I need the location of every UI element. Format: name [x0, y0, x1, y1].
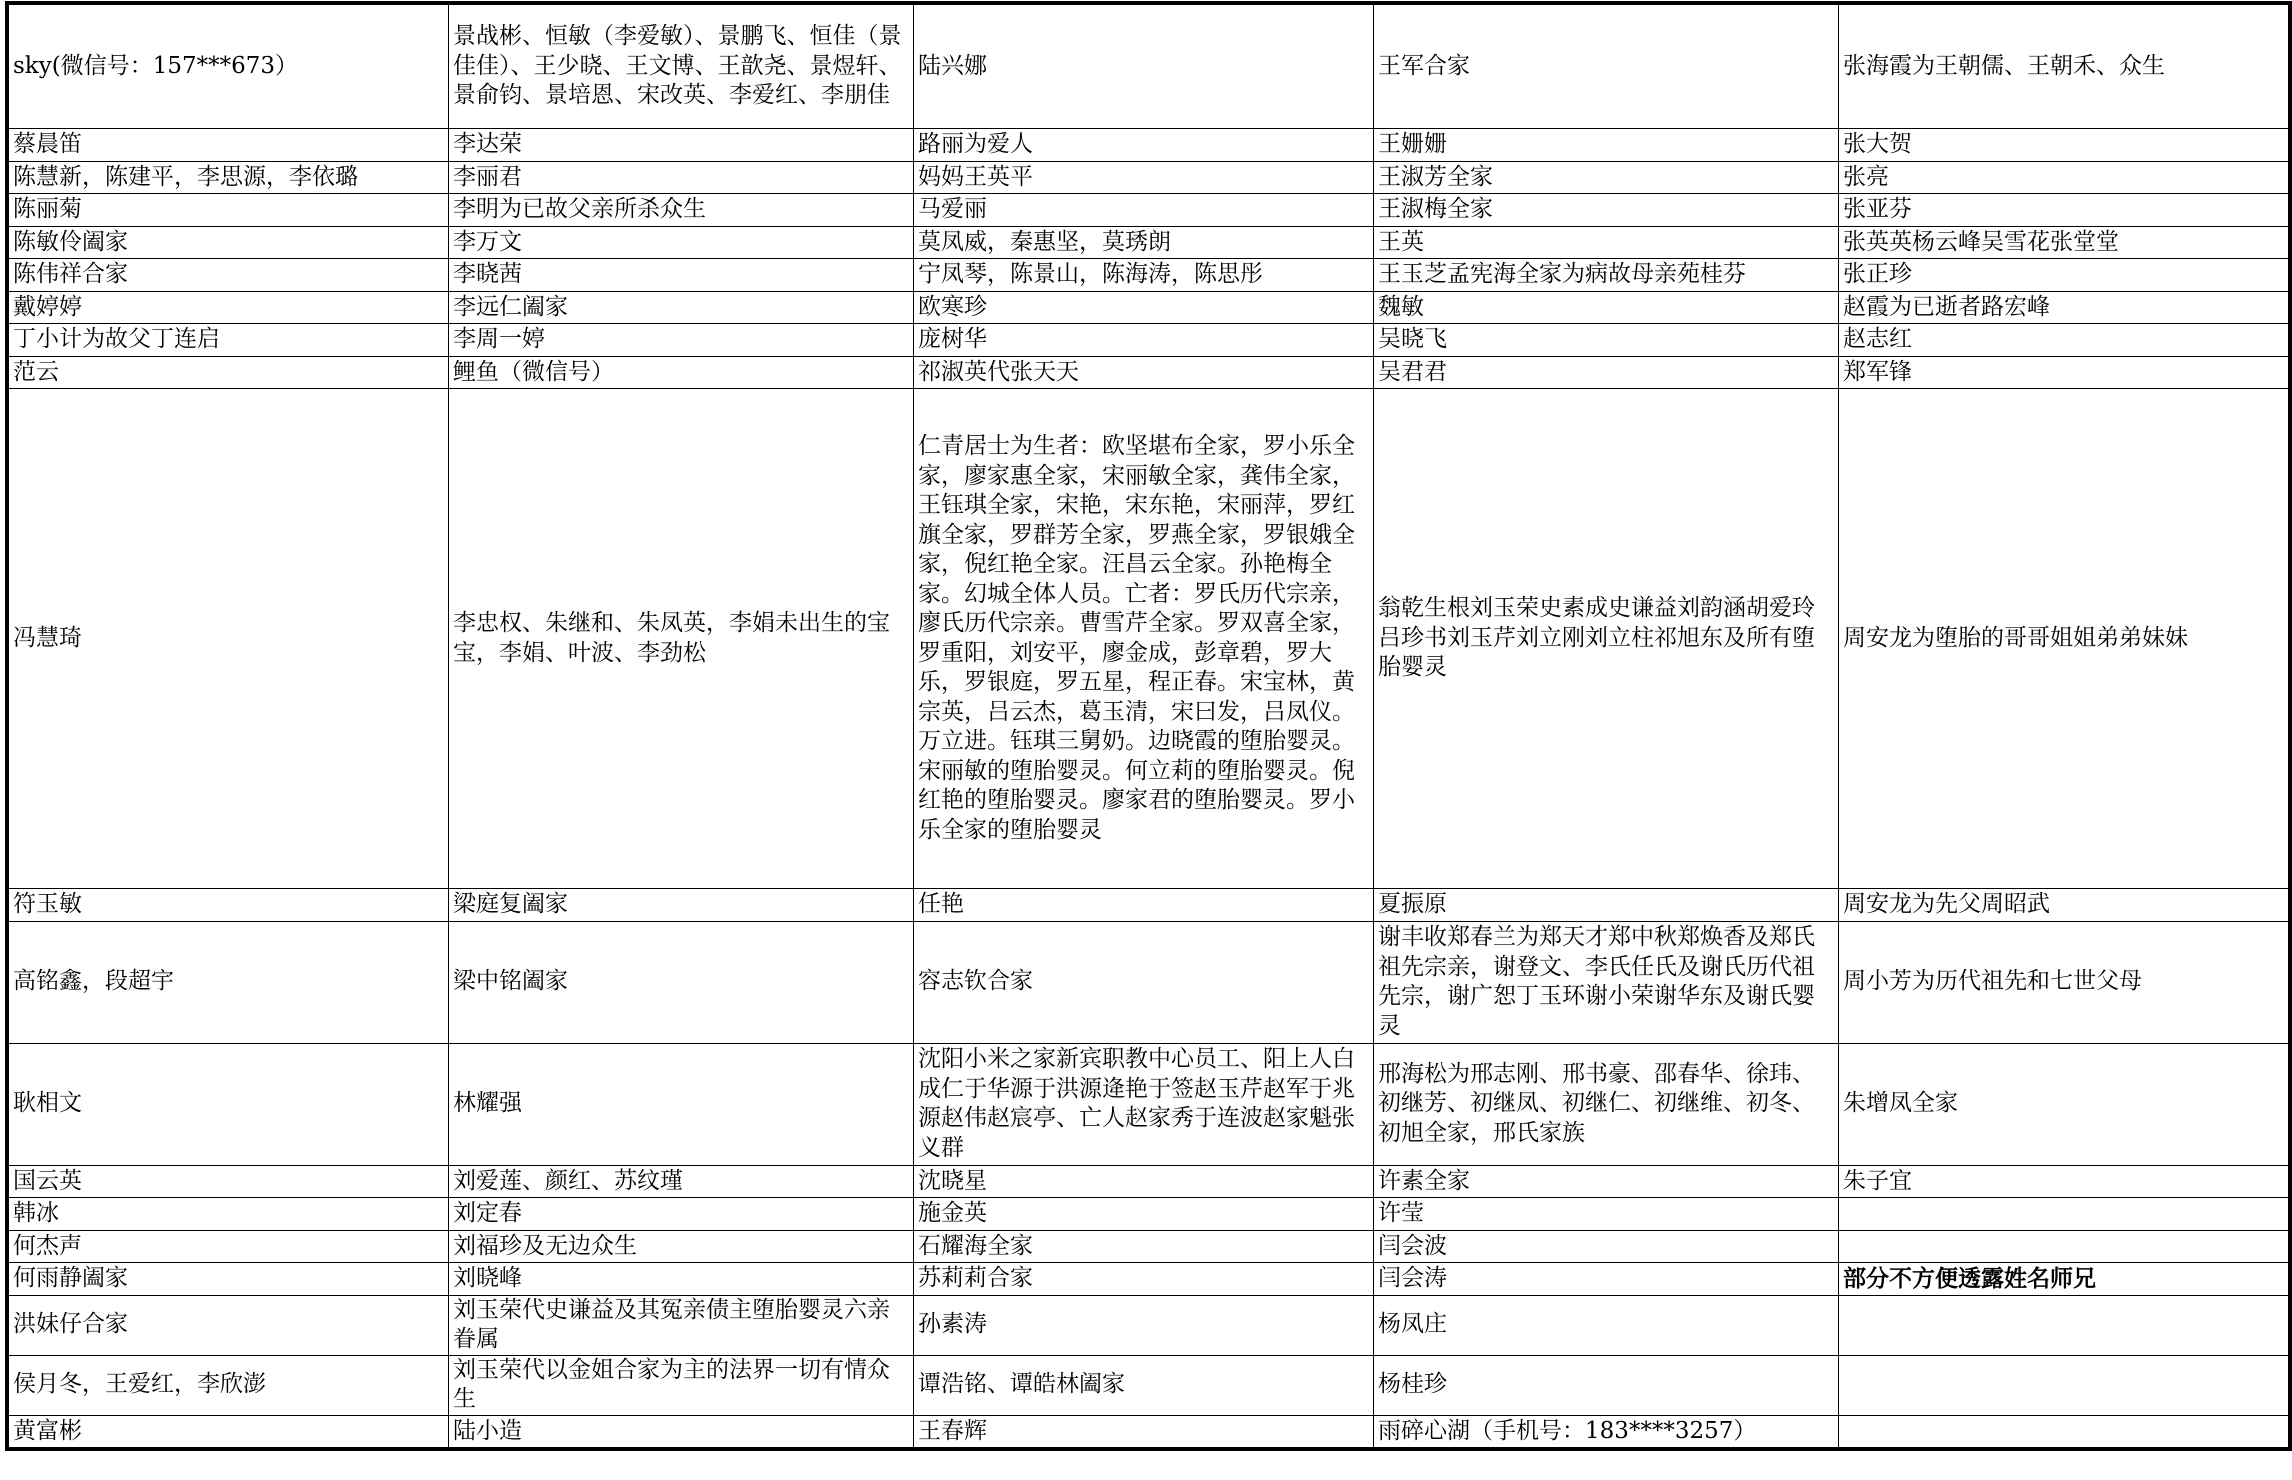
table-row [9, 1165, 2289, 1198]
table-row [9, 921, 2289, 1043]
table-cell: 王姗姗 [1374, 129, 1839, 162]
table-cell: 沈阳小米之家新宾职教中心员工、阳上人白成仁于华源于洪源逄艳于签赵玉芹赵军于兆源赵伟赵宸亭、亡人赵家秀于连波赵家魁张义群 [914, 1043, 1374, 1165]
table-cell: 宁凤琴，陈景山，陈海涛，陈思彤 [914, 259, 1374, 292]
table-cell: 李万文 [449, 226, 914, 259]
table-cell: 马爱丽 [914, 194, 1374, 227]
table-cell: 郑军锋 [1839, 356, 2289, 389]
table-cell: 刘福珍及无边众生 [449, 1230, 914, 1263]
table-row [9, 1198, 2289, 1231]
table-cell: 雨碎心湖（手机号：183****3257） [1374, 1415, 1839, 1448]
table-cell: 王春辉 [914, 1415, 1374, 1448]
table-cell [1839, 1295, 2289, 1355]
table-row [9, 1043, 2289, 1165]
table-row [9, 356, 2289, 389]
table-cell: 陆小造 [449, 1415, 914, 1448]
table-cell: 林耀强 [449, 1043, 914, 1165]
table-cell: 吴君君 [1374, 356, 1839, 389]
table-row [9, 1295, 2289, 1355]
table-cell: 刘玉荣代史谦益及其冤亲债主堕胎婴灵六亲眷属 [449, 1295, 914, 1355]
table-cell: 黄富彬 [9, 1415, 449, 1448]
table-row [9, 324, 2289, 357]
table-cell: 沈晓星 [914, 1165, 1374, 1198]
table-cell: 王英 [1374, 226, 1839, 259]
table-cell: 刘玉荣代以金姐合家为主的法界一切有情众生 [449, 1355, 914, 1415]
table-cell: 闫会涛 [1374, 1263, 1839, 1296]
table-cell: 杨桂珍 [1374, 1355, 1839, 1415]
table-cell: 李达荣 [449, 129, 914, 162]
table-cell: 洪妹仔合家 [9, 1295, 449, 1355]
table-cell: 莫凤威，秦惠坚，莫琇朗 [914, 226, 1374, 259]
table-cell: 范云 [9, 356, 449, 389]
table-cell: 李周一婷 [449, 324, 914, 357]
table-cell: 闫会波 [1374, 1230, 1839, 1263]
table-cell: 王淑梅全家 [1374, 194, 1839, 227]
table-cell: 何雨静阖家 [9, 1263, 449, 1296]
table-cell: 李忠权、朱继和、朱凤英，李娟未出生的宝宝，李娟、叶波、李劲松 [449, 389, 914, 889]
table-cell: 孙素涛 [914, 1295, 1374, 1355]
table-cell: 谭浩铭、谭皓林阖家 [914, 1355, 1374, 1415]
table-cell [1839, 1230, 2289, 1263]
table-cell: 朱增凤全家 [1839, 1043, 2289, 1165]
table-cell: 苏莉莉合家 [914, 1263, 1374, 1296]
table-cell: 赵霞为已逝者路宏峰 [1839, 291, 2289, 324]
table-cell: 韩冰 [9, 1198, 449, 1231]
table-cell: 翁乾生根刘玉荣史素成史谦益刘韵涵胡爱玲吕珍书刘玉芹刘立刚刘立柱祁旭东及所有堕胎婴灵 [1374, 389, 1839, 889]
table-cell: 丁小计为故父丁连启 [9, 324, 449, 357]
table-cell [1839, 1415, 2289, 1448]
table-row [9, 291, 2289, 324]
table-cell: 许莹 [1374, 1198, 1839, 1231]
table-cell: 戴婷婷 [9, 291, 449, 324]
table-cell: 刘定春 [449, 1198, 914, 1231]
table-cell: 刘爱莲、颜红、苏纹瑾 [449, 1165, 914, 1198]
table-cell: 任艳 [914, 889, 1374, 922]
table-row [9, 226, 2289, 259]
table-cell: 王淑芳全家 [1374, 161, 1839, 194]
table-row [9, 5, 2289, 129]
table-cell: 李丽君 [449, 161, 914, 194]
table-cell: 周小芳为历代祖先和七世父母 [1839, 921, 2289, 1043]
table-cell: 周安龙为先父周昭武 [1839, 889, 2289, 922]
table-cell: 梁中铭阖家 [449, 921, 914, 1043]
table-cell: 景战彬、恒敏（李爱敏）、景鹏飞、恒佳（景佳佳）、王少晓、王文博、王歆尧、景煜轩、景俞钧、景培恩、宋改英、李爱红、李朋佳 [449, 5, 914, 129]
table-row [9, 259, 2289, 292]
table-cell: 张亚芬 [1839, 194, 2289, 227]
table-cell: 欧寒珍 [914, 291, 1374, 324]
table-row [9, 1263, 2289, 1296]
table-cell: 庞树华 [914, 324, 1374, 357]
table-cell: 张英英杨云峰吴雪花张堂堂 [1839, 226, 2289, 259]
table-cell: 李远仁阖家 [449, 291, 914, 324]
table-cell: 张正珍 [1839, 259, 2289, 292]
table-cell: 容志钦合家 [914, 921, 1374, 1043]
table-cell: 妈妈王英平 [914, 161, 1374, 194]
table-cell: 刘晓峰 [449, 1263, 914, 1296]
table-cell: 陈慧新，陈建平，李思源，李依璐 [9, 161, 449, 194]
names-table [8, 4, 2289, 1448]
table-cell: 鲤鱼（微信号） [449, 356, 914, 389]
table-cell [1839, 1198, 2289, 1231]
table-row [9, 161, 2289, 194]
table-cell: 魏敏 [1374, 291, 1839, 324]
table-cell [1839, 1355, 2289, 1415]
table-row [9, 389, 2289, 889]
table-cell: 许素全家 [1374, 1165, 1839, 1198]
table-row [9, 129, 2289, 162]
table-cell: 冯慧琦 [9, 389, 449, 889]
table-cell: 陈敏伶阖家 [9, 226, 449, 259]
table-cell: 祁淑英代张天天 [914, 356, 1374, 389]
table-cell: 高铭鑫，段超宇 [9, 921, 449, 1043]
table-cell: 李明为已故父亲所杀众生 [449, 194, 914, 227]
table-cell: 仁青居士为生者：欧坚堪布全家，罗小乐全家，廖家惠全家，宋丽敏全家，龚伟全家，王钰琪全家，宋艳，宋东艳，宋丽萍，罗红旗全家，罗群芳全家，罗燕全家，罗银娥全家，倪红艳全家。汪昌云全家。孙艳梅全家。幻城全体人员。亡者：罗氏历代宗亲，廖氏历代宗亲。曹雪芹全家。罗双喜全家，罗重阳，刘安平，廖金成，彭章碧，罗大乐，罗银庭，罗五星，程正春。宋宝林，黄宗英，吕云杰，葛玉清，宋曰发，吕凤仪。万立进。钰琪三舅奶。边晓霞的堕胎婴灵。宋丽敏的堕胎婴灵。何立莉的堕胎婴灵。倪红艳的堕胎婴灵。廖家君的堕胎婴灵。罗小乐全家的堕胎婴灵 [914, 389, 1374, 889]
table-cell: 符玉敏 [9, 889, 449, 922]
table-cell: 国云英 [9, 1165, 449, 1198]
table-cell: 张大贺 [1839, 129, 2289, 162]
table-cell: 梁庭复阖家 [449, 889, 914, 922]
table-cell: 蔡晨笛 [9, 129, 449, 162]
table-cell: 周安龙为堕胎的哥哥姐姐弟弟妹妹 [1839, 389, 2289, 889]
table-row [9, 1355, 2289, 1415]
table-cell: 朱子宜 [1839, 1165, 2289, 1198]
table-cell: 侯月冬，王爱红，李欣澎 [9, 1355, 449, 1415]
table-cell: 何杰声 [9, 1230, 449, 1263]
table-cell: 李晓茜 [449, 259, 914, 292]
table-cell: 杨凤庄 [1374, 1295, 1839, 1355]
table-row [9, 1415, 2289, 1448]
table-cell: 石耀海全家 [914, 1230, 1374, 1263]
table-cell: 吴晓飞 [1374, 324, 1839, 357]
table-cell: 王军合家 [1374, 5, 1839, 129]
table-cell: 谢丰收郑春兰为郑天才郑中秋郑焕香及郑氏祖先宗亲，谢登文、李氏任氏及谢氏历代祖先宗，谢广恕丁玉环谢小荣谢华东及谢氏婴灵 [1374, 921, 1839, 1043]
table-cell: 耿相文 [9, 1043, 449, 1165]
table-cell: 赵志红 [1839, 324, 2289, 357]
table-cell: 王玉芝孟宪海全家为病故母亲苑桂芬 [1374, 259, 1839, 292]
table-cell: 施金英 [914, 1198, 1374, 1231]
table-cell: 张海霞为王朝儒、王朝禾、众生 [1839, 5, 2289, 129]
table-cell: 夏振原 [1374, 889, 1839, 922]
table-cell: 张亮 [1839, 161, 2289, 194]
names-table-body [9, 5, 2289, 1448]
table-cell: 陆兴娜 [914, 5, 1374, 129]
table-cell: 路丽为爱人 [914, 129, 1374, 162]
table-cell: 陈丽菊 [9, 194, 449, 227]
table-row [9, 1230, 2289, 1263]
table-row [9, 889, 2289, 922]
table-cell: 陈伟祥合家 [9, 259, 449, 292]
table-cell: 部分不方便透露姓名师兄 [1839, 1263, 2289, 1296]
table-cell: sky(微信号：157***673） [9, 5, 449, 129]
table-row [9, 194, 2289, 227]
table-cell: 邢海松为邢志刚、邢书豪、邵春华、徐玮、初继芳、初继凤、初继仁、初继维、初冬、初旭全家，邢氏家族 [1374, 1043, 1839, 1165]
